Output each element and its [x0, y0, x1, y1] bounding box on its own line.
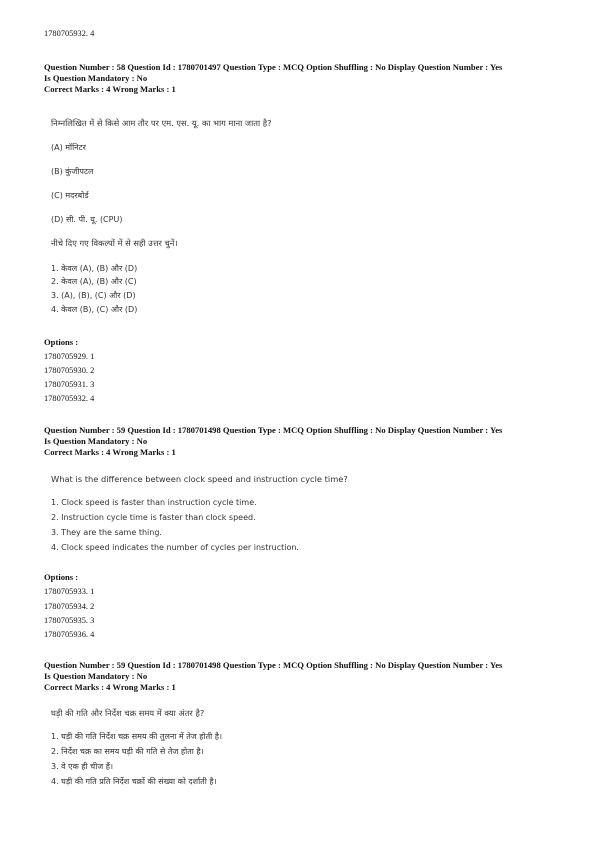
option-id-59-3: 1780705935. 3 [44, 616, 95, 625]
mandatory-line-59-hi: Is Question Mandatory : No [44, 671, 148, 681]
question-text-59-en: What is the difference between clock speed and instruction cycle time? [51, 474, 348, 484]
option-id-59-1: 1780705933. 1 [44, 587, 95, 596]
choice-59-en-1: 1. Clock speed is faster than instruction cycle time. [51, 498, 257, 507]
instruction-text-58: नीचे दिए गए विकल्पों में से सही उत्तर चुनें। [51, 238, 178, 248]
choice-59-en-4: 4. Clock speed indicates the number of cycles per instruction. [51, 543, 299, 552]
option-id-58-2: 1780705930. 2 [44, 366, 95, 375]
question-header-59-en: Question Number : 59 Question Id : 1780701498 Question Type : MCQ Option Shuffling : No Display Question Number : Yes [44, 425, 503, 435]
mandatory-line-59-en: Is Question Mandatory : No [44, 436, 148, 446]
choice-58-3: 3. (A), (B), (C) और (D) [51, 291, 136, 300]
marks-line-59-en: Correct Marks : 4 Wrong Marks : 1 [44, 447, 176, 457]
options-label-59: Options : [44, 572, 79, 582]
option-id-59-2: 1780705934. 2 [44, 602, 95, 611]
choice-58-2: 2. केवल (A), (B) और (C) [51, 277, 137, 286]
statement-b: (B) कुंजीपटल [51, 167, 94, 176]
mandatory-line-58: Is Question Mandatory : No [44, 73, 148, 83]
choice-58-1: 1. केवल (A), (B) और (D) [51, 264, 138, 273]
marks-line-58: Correct Marks : 4 Wrong Marks : 1 [44, 84, 176, 94]
statement-d: (D) सी. पी. यू. (CPU) [51, 215, 123, 224]
option-id-59-4: 1780705936. 4 [44, 630, 95, 639]
choice-59-en-2: 2. Instruction cycle time is faster than clock speed. [51, 513, 256, 522]
question-text-58: निम्नलिखित में से किसे आम तौर पर एम. एस. यू. का भाग माना जाता है? [51, 118, 272, 128]
statement-a: (A) मॉनिटर [51, 143, 86, 152]
question-header-59-hi: Question Number : 59 Question Id : 1780701498 Question Type : MCQ Option Shuffling : No Display Question Number : Yes [44, 660, 503, 670]
question-text-59-hi: घड़ी की गति और निर्देश चक्र समय में क्या अंतर है? [51, 708, 205, 718]
choice-59-hi-3: 3. वे एक ही चीज हैं। [51, 762, 114, 771]
choice-59-hi-2: 2. निर्देश चक्र का समय घड़ी की गति से तेज होता है। [51, 747, 204, 756]
marks-line-59-hi: Correct Marks : 4 Wrong Marks : 1 [44, 682, 176, 692]
choice-59-hi-1: 1. घड़ी की गति निर्देश चक्र समय की तुलना में तेज होती है। [51, 732, 223, 741]
option-id-58-4: 1780705932. 4 [44, 394, 95, 403]
option-id: 1780705932. 4 [44, 29, 95, 38]
option-id-58-3: 1780705931. 3 [44, 380, 95, 389]
choice-59-hi-4: 4. घड़ी की गति प्रति निर्देश चक्रों की संख्या को दर्शाती है। [51, 777, 217, 786]
options-label-58: Options : [44, 337, 79, 347]
choice-58-4: 4. केवल (B), (C) और (D) [51, 305, 138, 314]
choice-59-en-3: 3. They are the same thing. [51, 528, 162, 537]
option-id-58-1: 1780705929. 1 [44, 352, 95, 361]
statement-c: (C) मदरबोर्ड [51, 191, 89, 200]
question-header-58: Question Number : 58 Question Id : 1780701497 Question Type : MCQ Option Shuffling : No Display Question Number : Yes [44, 62, 503, 72]
